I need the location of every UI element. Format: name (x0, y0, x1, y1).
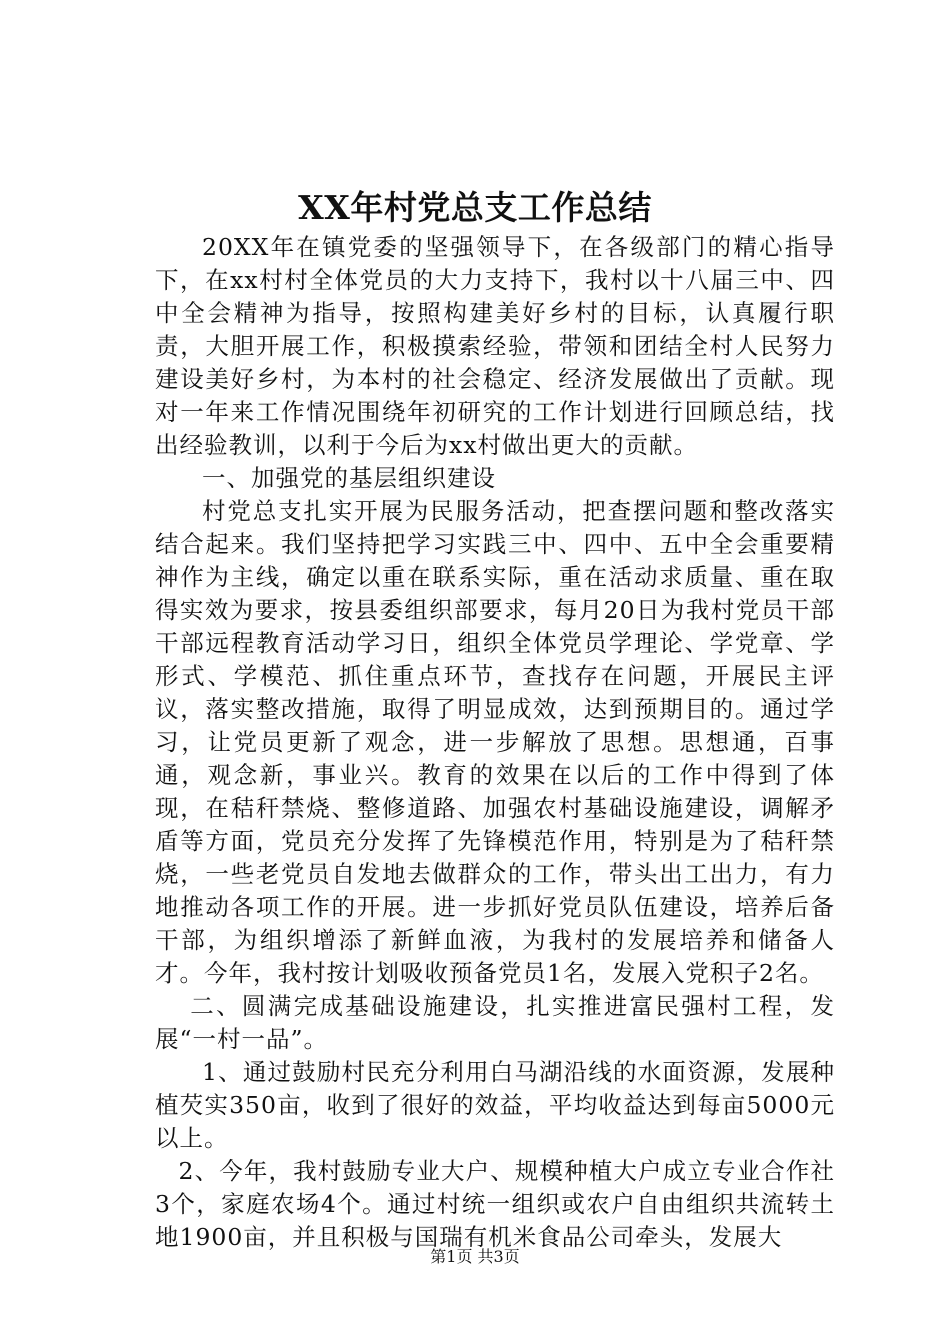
list-item-1: 1、通过鼓励村民充分利用白马湖沿线的水面资源，发展种植芡实350亩，收到了很好的效益，平均收益达到每亩5000元以上。 (155, 1058, 835, 1152)
section-heading-1: 一、加强党的基层组织建设 (202, 464, 496, 492)
page-footer: 第1页 共3页 (430, 1247, 520, 1266)
section-heading-2: 二、圆满完成基础设施建设，扎实推进富民强村工程，发展“一村一品”。 (155, 992, 835, 1053)
document-body (155, 231, 835, 1254)
paragraph-party-building: 村党总支扎实开展为民服务活动，把查摆问题和整改落实结合起来。我们坚持把学习实践三中、四中、五中全会重要精神作为主线，确定以重在联系实际，重在活动求质量、重在取得实效为要求，按县委组织部要求，每月20日为我村党员干部干部远程教育活动学习日，组织全体党员学理论、学党章、学形式、学模范、抓住重点环节，查找存在问题，开展民主评议，落实整改措施，取得了明显成效，达到预期目的。通过学习，让党员更新了观念，进一步解放了思想。思想通，百事通，观念新，事业兴。教育的效果在以后的工作中得到了体现，在秸秆禁烧、整修道路、加强农村基础设施建设，调解矛盾等方面，党员充分发挥了先锋模范作用，特别是为了秸秆禁烧，一些老党员自发地去做群众的工作，带头出工出力，有力地推动各项工作的开展。进一步抓好党员队伍建设，培养后备干部，为组织增添了新鲜血液，为我村的发展培养和储备人才。今年，我村按计划吸收预备党员1名，发展入党积子2名。 (155, 497, 835, 987)
list-item-2: 2、今年，我村鼓励专业大户、规模种植大户成立专业合作社3个，家庭农场4个。通过村统一组织或农户自由组织共流转土地1900亩，并且积极与国瑞有机米食品公司牵头，发展大 (155, 1157, 835, 1251)
document-title: XX年村党总支工作总结 (298, 188, 652, 227)
paragraph-intro: 20XX年在镇党委的坚强领导下，在各级部门的精心指导下，在xx村村全体党员的大力支持下，我村以十八届三中、四中全会精神为指导，按照构建美好乡村的目标，认真履行职责，大胆开展工作，积极摸索经验，带领和团结全村人民努力建设美好乡村，为本村的社会稳定、经济发展做出了贡献。现对一年来工作情况围绕年初研究的工作计划进行回顾总结，找出经验教训，以利于今后为xx村做出更大的贡献。 (155, 233, 835, 459)
